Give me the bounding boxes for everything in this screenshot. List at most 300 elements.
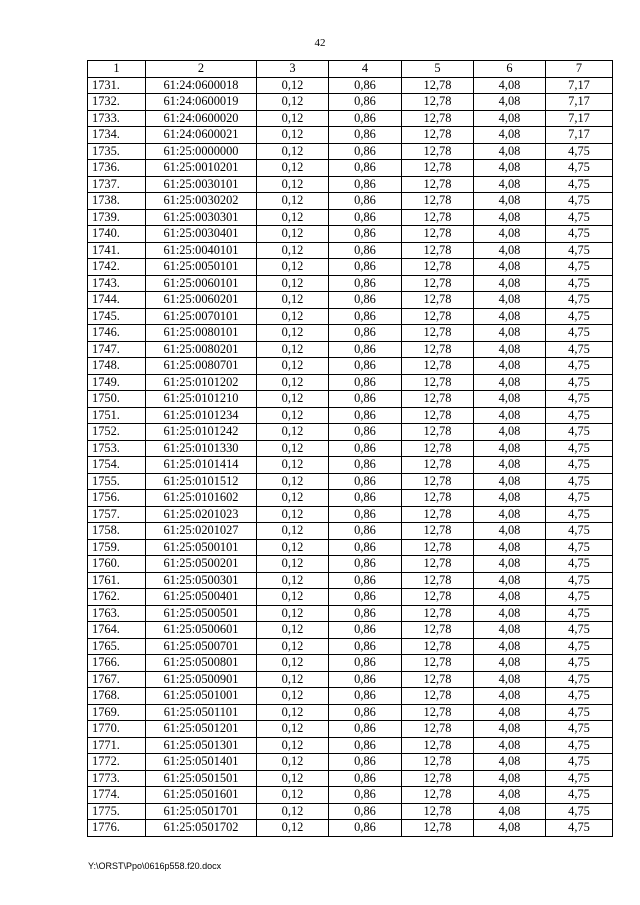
table-cell: 61:24:0600021 xyxy=(146,127,257,144)
table-cell: 12,78 xyxy=(402,391,474,408)
table-cell: 0,12 xyxy=(257,440,329,457)
table-cell: 12,78 xyxy=(402,457,474,474)
table-cell: 0,86 xyxy=(329,226,402,243)
table-row xyxy=(88,671,613,688)
table-cell: 61:25:0201023 xyxy=(146,506,257,523)
table-row xyxy=(88,787,613,804)
table-cell: 4,75 xyxy=(546,490,613,507)
column-header: 5 xyxy=(402,61,474,78)
table-cell: 61:25:0030301 xyxy=(146,209,257,226)
table-cell: 4,75 xyxy=(546,688,613,705)
table-cell: 0,12 xyxy=(257,275,329,292)
table-cell: 4,08 xyxy=(474,226,546,243)
table-row xyxy=(88,440,613,457)
table-cell: 0,86 xyxy=(329,638,402,655)
table-cell: 1763. xyxy=(88,605,146,622)
table-cell: 0,86 xyxy=(329,572,402,589)
table-cell: 61:25:0000000 xyxy=(146,143,257,160)
table-cell: 0,12 xyxy=(257,193,329,210)
column-header: 1 xyxy=(88,61,146,78)
table-cell: 1757. xyxy=(88,506,146,523)
table-cell: 1749. xyxy=(88,374,146,391)
table-cell: 4,75 xyxy=(546,374,613,391)
table-cell: 4,75 xyxy=(546,473,613,490)
table-cell: 12,78 xyxy=(402,737,474,754)
table-cell: 4,75 xyxy=(546,209,613,226)
table-cell: 4,75 xyxy=(546,226,613,243)
table-row xyxy=(88,358,613,375)
table-cell: 4,75 xyxy=(546,556,613,573)
table-cell: 0,86 xyxy=(329,688,402,705)
table-cell: 4,08 xyxy=(474,671,546,688)
table-cell: 0,86 xyxy=(329,506,402,523)
table-row xyxy=(88,737,613,754)
table-cell: 1754. xyxy=(88,457,146,474)
table-cell: 1770. xyxy=(88,721,146,738)
table-cell: 0,86 xyxy=(329,127,402,144)
table-cell: 61:24:0600018 xyxy=(146,77,257,94)
table-cell: 0,12 xyxy=(257,259,329,276)
table-cell: 0,12 xyxy=(257,292,329,309)
table-cell: 12,78 xyxy=(402,754,474,771)
table-cell: 4,08 xyxy=(474,160,546,177)
table-cell: 12,78 xyxy=(402,275,474,292)
table-cell: 4,08 xyxy=(474,457,546,474)
table-cell: 61:25:0101210 xyxy=(146,391,257,408)
table-cell: 0,12 xyxy=(257,671,329,688)
table-cell: 12,78 xyxy=(402,787,474,804)
table-cell: 4,08 xyxy=(474,325,546,342)
table-cell: 0,12 xyxy=(257,704,329,721)
table-row xyxy=(88,638,613,655)
table-cell: 4,08 xyxy=(474,77,546,94)
table-cell: 0,12 xyxy=(257,556,329,573)
table-cell: 12,78 xyxy=(402,473,474,490)
table-cell: 0,12 xyxy=(257,308,329,325)
table-cell: 61:25:0060201 xyxy=(146,292,257,309)
table-row xyxy=(88,209,613,226)
table-cell: 4,08 xyxy=(474,820,546,837)
table-cell: 12,78 xyxy=(402,193,474,210)
table-cell: 12,78 xyxy=(402,605,474,622)
table-cell: 4,75 xyxy=(546,770,613,787)
table-cell: 0,12 xyxy=(257,341,329,358)
table-cell: 0,86 xyxy=(329,325,402,342)
table-cell: 0,12 xyxy=(257,325,329,342)
table-cell: 12,78 xyxy=(402,242,474,259)
table-cell: 61:25:0501601 xyxy=(146,787,257,804)
table-cell: 0,86 xyxy=(329,770,402,787)
table-row xyxy=(88,407,613,424)
table-cell: 0,86 xyxy=(329,242,402,259)
table-cell: 61:25:0080201 xyxy=(146,341,257,358)
table-cell: 0,86 xyxy=(329,374,402,391)
table-cell: 4,08 xyxy=(474,143,546,160)
table-cell: 4,75 xyxy=(546,308,613,325)
table-cell: 4,08 xyxy=(474,242,546,259)
table-row xyxy=(88,374,613,391)
table-cell: 4,08 xyxy=(474,259,546,276)
table-cell: 4,08 xyxy=(474,94,546,111)
table-cell: 0,12 xyxy=(257,94,329,111)
table-cell: 61:25:0040101 xyxy=(146,242,257,259)
table-cell: 4,75 xyxy=(546,523,613,540)
table-cell: 0,12 xyxy=(257,770,329,787)
table-cell: 1745. xyxy=(88,308,146,325)
table-row xyxy=(88,94,613,111)
table-cell: 4,08 xyxy=(474,424,546,441)
table-cell: 0,12 xyxy=(257,490,329,507)
table-cell: 12,78 xyxy=(402,424,474,441)
table-cell: 0,86 xyxy=(329,308,402,325)
table-cell: 61:25:0500501 xyxy=(146,605,257,622)
table-row xyxy=(88,176,613,193)
table-cell: 4,08 xyxy=(474,127,546,144)
table-row xyxy=(88,589,613,606)
table-cell: 0,86 xyxy=(329,473,402,490)
table-cell: 12,78 xyxy=(402,655,474,672)
table-cell: 0,86 xyxy=(329,358,402,375)
table-cell: 4,75 xyxy=(546,754,613,771)
table-cell: 4,08 xyxy=(474,440,546,457)
table-cell: 4,75 xyxy=(546,325,613,342)
table-cell: 0,86 xyxy=(329,193,402,210)
table-cell: 0,12 xyxy=(257,391,329,408)
table-cell: 0,12 xyxy=(257,457,329,474)
table-cell: 61:25:0500201 xyxy=(146,556,257,573)
table-cell: 12,78 xyxy=(402,770,474,787)
table-cell: 61:25:0501701 xyxy=(146,803,257,820)
table-cell: 4,75 xyxy=(546,655,613,672)
table-row xyxy=(88,490,613,507)
table-row xyxy=(88,259,613,276)
table-row xyxy=(88,473,613,490)
table-cell: 4,75 xyxy=(546,341,613,358)
table-row xyxy=(88,721,613,738)
table-cell: 61:25:0500401 xyxy=(146,589,257,606)
table-cell: 61:25:0500101 xyxy=(146,539,257,556)
table-row xyxy=(88,655,613,672)
table-cell: 0,86 xyxy=(329,110,402,127)
table-row xyxy=(88,391,613,408)
table-cell: 4,75 xyxy=(546,605,613,622)
table-row xyxy=(88,193,613,210)
table-cell: 1736. xyxy=(88,160,146,177)
table-row xyxy=(88,506,613,523)
table-cell: 12,78 xyxy=(402,226,474,243)
table-cell: 12,78 xyxy=(402,110,474,127)
table-cell: 4,08 xyxy=(474,374,546,391)
table-cell: 61:25:0501301 xyxy=(146,737,257,754)
table-cell: 4,75 xyxy=(546,787,613,804)
table-cell: 61:24:0600019 xyxy=(146,94,257,111)
table-cell: 0,86 xyxy=(329,160,402,177)
table-cell: 4,08 xyxy=(474,721,546,738)
table-cell: 0,86 xyxy=(329,209,402,226)
table-row xyxy=(88,226,613,243)
table-cell: 12,78 xyxy=(402,523,474,540)
table-cell: 1737. xyxy=(88,176,146,193)
table-cell: 4,75 xyxy=(546,143,613,160)
table-cell: 12,78 xyxy=(402,325,474,342)
table-cell: 0,12 xyxy=(257,787,329,804)
table-cell: 0,86 xyxy=(329,803,402,820)
table-cell: 0,86 xyxy=(329,704,402,721)
table-cell: 1732. xyxy=(88,94,146,111)
table-cell: 0,12 xyxy=(257,110,329,127)
table-cell: 7,17 xyxy=(546,77,613,94)
table-cell: 12,78 xyxy=(402,622,474,639)
table-cell: 12,78 xyxy=(402,308,474,325)
table-cell: 4,08 xyxy=(474,539,546,556)
table-cell: 1746. xyxy=(88,325,146,342)
table-cell: 4,75 xyxy=(546,622,613,639)
table-cell: 1761. xyxy=(88,572,146,589)
table-cell: 4,75 xyxy=(546,721,613,738)
table-cell: 12,78 xyxy=(402,160,474,177)
table-cell: 61:25:0501001 xyxy=(146,688,257,705)
table-cell: 0,86 xyxy=(329,275,402,292)
table-header-row xyxy=(88,61,613,78)
table-cell: 0,12 xyxy=(257,638,329,655)
table-cell: 0,12 xyxy=(257,737,329,754)
table-cell: 0,12 xyxy=(257,605,329,622)
table-cell: 0,12 xyxy=(257,374,329,391)
table-cell: 0,12 xyxy=(257,242,329,259)
table-cell: 0,86 xyxy=(329,176,402,193)
table-cell: 12,78 xyxy=(402,292,474,309)
column-header: 7 xyxy=(546,61,613,78)
table-cell: 4,08 xyxy=(474,622,546,639)
table-cell: 12,78 xyxy=(402,638,474,655)
table-row xyxy=(88,110,613,127)
table-cell: 0,12 xyxy=(257,358,329,375)
table-cell: 0,86 xyxy=(329,737,402,754)
table-cell: 1775. xyxy=(88,803,146,820)
table-cell: 61:24:0600020 xyxy=(146,110,257,127)
table-cell: 1755. xyxy=(88,473,146,490)
table-cell: 0,86 xyxy=(329,721,402,738)
table-cell: 61:25:0500901 xyxy=(146,671,257,688)
table-cell: 4,75 xyxy=(546,671,613,688)
table-cell: 4,08 xyxy=(474,193,546,210)
table-cell: 1767. xyxy=(88,671,146,688)
table-cell: 1753. xyxy=(88,440,146,457)
table-cell: 0,12 xyxy=(257,77,329,94)
table-cell: 1760. xyxy=(88,556,146,573)
table-row xyxy=(88,688,613,705)
table-cell: 1768. xyxy=(88,688,146,705)
table-cell: 4,08 xyxy=(474,110,546,127)
table-cell: 12,78 xyxy=(402,259,474,276)
table-cell: 0,12 xyxy=(257,803,329,820)
table-cell: 0,12 xyxy=(257,754,329,771)
table-cell: 12,78 xyxy=(402,490,474,507)
table-cell: 0,86 xyxy=(329,622,402,639)
table-row xyxy=(88,341,613,358)
table-cell: 0,12 xyxy=(257,407,329,424)
table-cell: 1735. xyxy=(88,143,146,160)
table-row xyxy=(88,605,613,622)
table-cell: 4,08 xyxy=(474,655,546,672)
table-cell: 4,75 xyxy=(546,539,613,556)
table-cell: 1772. xyxy=(88,754,146,771)
table-cell: 61:25:0101414 xyxy=(146,457,257,474)
table-cell: 61:25:0060101 xyxy=(146,275,257,292)
table-cell: 61:25:0501702 xyxy=(146,820,257,837)
table-cell: 4,08 xyxy=(474,490,546,507)
table-cell: 1740. xyxy=(88,226,146,243)
table-cell: 4,75 xyxy=(546,193,613,210)
table-row xyxy=(88,457,613,474)
table-cell: 4,08 xyxy=(474,770,546,787)
table-row xyxy=(88,803,613,820)
table-cell: 12,78 xyxy=(402,688,474,705)
table-cell: 1751. xyxy=(88,407,146,424)
table-cell: 1734. xyxy=(88,127,146,144)
table-cell: 61:25:0201027 xyxy=(146,523,257,540)
table-row xyxy=(88,127,613,144)
table-cell: 7,17 xyxy=(546,110,613,127)
table-cell: 61:25:0030401 xyxy=(146,226,257,243)
table-cell: 61:25:0101602 xyxy=(146,490,257,507)
table-cell: 61:25:0500701 xyxy=(146,638,257,655)
table-cell: 4,08 xyxy=(474,688,546,705)
table-cell: 1758. xyxy=(88,523,146,540)
table-cell: 1756. xyxy=(88,490,146,507)
table-cell: 1738. xyxy=(88,193,146,210)
table-cell: 7,17 xyxy=(546,127,613,144)
table-cell: 1748. xyxy=(88,358,146,375)
table-cell: 0,86 xyxy=(329,391,402,408)
table-cell: 1759. xyxy=(88,539,146,556)
table-cell: 4,08 xyxy=(474,473,546,490)
table-cell: 0,12 xyxy=(257,523,329,540)
table-cell: 12,78 xyxy=(402,671,474,688)
table-cell: 61:25:0101330 xyxy=(146,440,257,457)
table-cell: 12,78 xyxy=(402,94,474,111)
table-cell: 4,08 xyxy=(474,572,546,589)
table-cell: 4,75 xyxy=(546,176,613,193)
table-cell: 4,75 xyxy=(546,391,613,408)
table-cell: 4,08 xyxy=(474,275,546,292)
table-cell: 4,75 xyxy=(546,803,613,820)
table-cell: 12,78 xyxy=(402,77,474,94)
table-row xyxy=(88,143,613,160)
table-cell: 12,78 xyxy=(402,127,474,144)
table-row xyxy=(88,325,613,342)
column-header: 3 xyxy=(257,61,329,78)
table-cell: 61:25:0080701 xyxy=(146,358,257,375)
table-cell: 0,86 xyxy=(329,77,402,94)
table-cell: 1776. xyxy=(88,820,146,837)
table-cell: 0,12 xyxy=(257,622,329,639)
table-cell: 12,78 xyxy=(402,209,474,226)
table-cell: 1765. xyxy=(88,638,146,655)
table-cell: 4,08 xyxy=(474,358,546,375)
table-cell: 0,86 xyxy=(329,655,402,672)
table-cell: 0,86 xyxy=(329,341,402,358)
table-cell: 1743. xyxy=(88,275,146,292)
table-cell: 1774. xyxy=(88,787,146,804)
table-cell: 0,12 xyxy=(257,721,329,738)
table-cell: 12,78 xyxy=(402,374,474,391)
table-cell: 61:25:0010201 xyxy=(146,160,257,177)
table-cell: 61:25:0501201 xyxy=(146,721,257,738)
table-cell: 1771. xyxy=(88,737,146,754)
table-cell: 4,75 xyxy=(546,506,613,523)
table-cell: 61:25:0030202 xyxy=(146,193,257,210)
table-cell: 12,78 xyxy=(402,803,474,820)
table-row xyxy=(88,308,613,325)
table-cell: 61:25:0500801 xyxy=(146,655,257,672)
table-cell: 61:25:0050101 xyxy=(146,259,257,276)
table-cell: 12,78 xyxy=(402,143,474,160)
table-cell: 4,75 xyxy=(546,457,613,474)
table-cell: 12,78 xyxy=(402,176,474,193)
table-cell: 0,86 xyxy=(329,589,402,606)
table-cell: 4,08 xyxy=(474,341,546,358)
table-cell: 4,75 xyxy=(546,242,613,259)
table-cell: 4,75 xyxy=(546,638,613,655)
table-cell: 61:25:0030101 xyxy=(146,176,257,193)
table-cell: 0,12 xyxy=(257,473,329,490)
table-cell: 0,12 xyxy=(257,424,329,441)
table-cell: 4,08 xyxy=(474,704,546,721)
table-row xyxy=(88,424,613,441)
table-cell: 4,08 xyxy=(474,176,546,193)
table-cell: 4,08 xyxy=(474,605,546,622)
table-cell: 1773. xyxy=(88,770,146,787)
table-cell: 61:25:0101202 xyxy=(146,374,257,391)
table-cell: 0,86 xyxy=(329,556,402,573)
table-cell: 0,12 xyxy=(257,655,329,672)
table-cell: 4,08 xyxy=(474,506,546,523)
table-row xyxy=(88,820,613,837)
table-cell: 4,75 xyxy=(546,589,613,606)
table-row xyxy=(88,572,613,589)
table-cell: 12,78 xyxy=(402,589,474,606)
table-cell: 1750. xyxy=(88,391,146,408)
table-cell: 0,12 xyxy=(257,539,329,556)
table-cell: 12,78 xyxy=(402,572,474,589)
table-cell: 0,12 xyxy=(257,820,329,837)
table-cell: 0,86 xyxy=(329,143,402,160)
data-table xyxy=(87,60,613,837)
table-cell: 61:25:0101234 xyxy=(146,407,257,424)
table-cell: 0,86 xyxy=(329,292,402,309)
table-cell: 0,86 xyxy=(329,457,402,474)
table-cell: 12,78 xyxy=(402,721,474,738)
table-cell: 1739. xyxy=(88,209,146,226)
table-cell: 0,12 xyxy=(257,209,329,226)
table-cell: 1752. xyxy=(88,424,146,441)
table-cell: 4,75 xyxy=(546,424,613,441)
table-cell: 12,78 xyxy=(402,820,474,837)
table-cell: 0,12 xyxy=(257,176,329,193)
column-header: 2 xyxy=(146,61,257,78)
table-cell: 0,86 xyxy=(329,754,402,771)
table-cell: 4,75 xyxy=(546,572,613,589)
table-cell: 0,86 xyxy=(329,820,402,837)
table-cell: 0,86 xyxy=(329,407,402,424)
table-cell: 0,86 xyxy=(329,671,402,688)
page-number: 42 xyxy=(314,37,326,49)
table-cell: 61:25:0500601 xyxy=(146,622,257,639)
table-cell: 0,86 xyxy=(329,424,402,441)
table-cell: 0,86 xyxy=(329,440,402,457)
table-cell: 4,75 xyxy=(546,259,613,276)
